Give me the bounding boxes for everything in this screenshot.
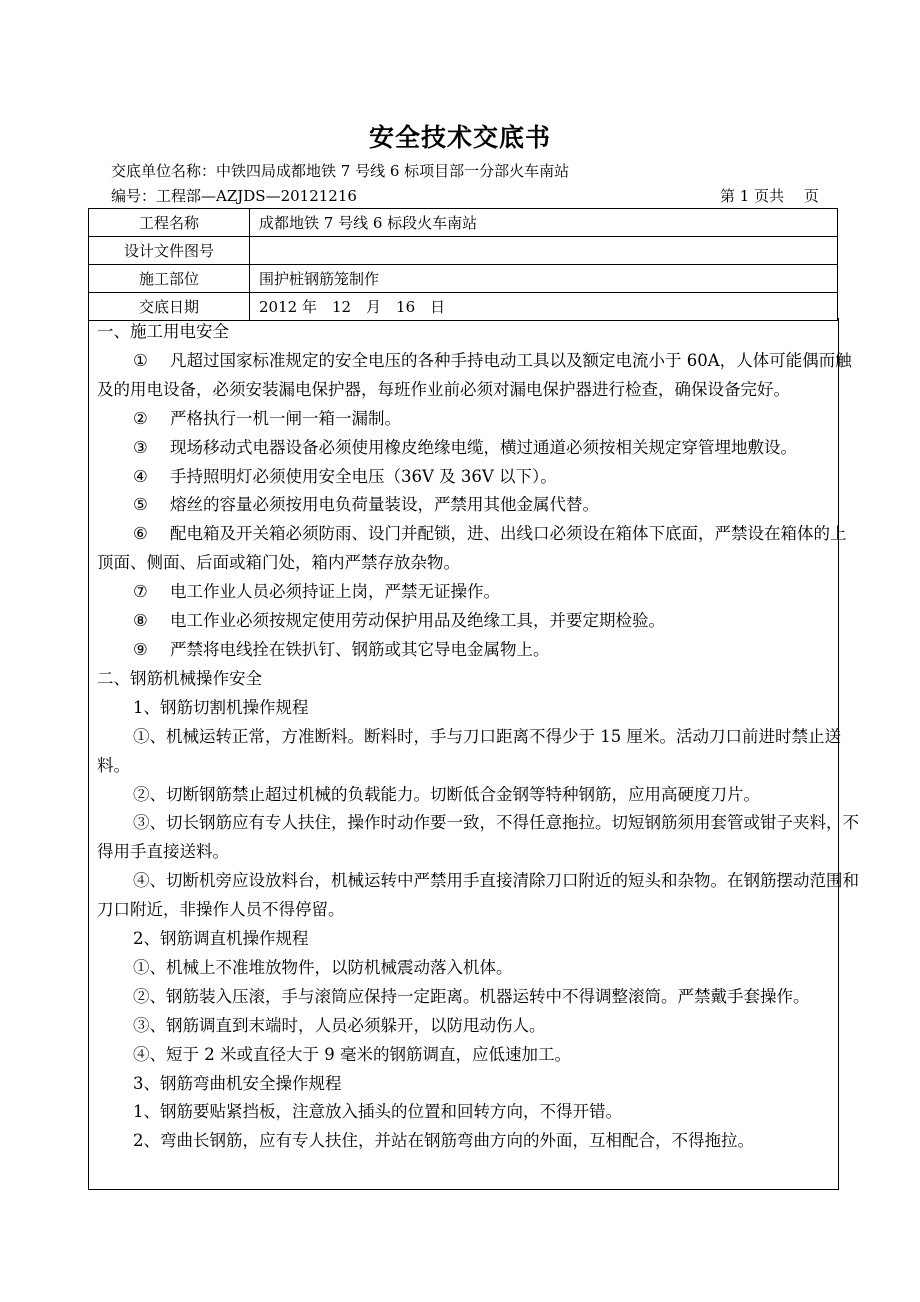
list-item: [97, 434, 862, 463]
item-text: 熔丝的容量必须按用电负荷量装设，严禁用其他金属代替。: [170, 495, 599, 515]
item-text: 电工作业必须按规定使用劳动保护用品及绝缘工具，并要定期检验。: [170, 611, 665, 631]
list-item: 1、钢筋要贴紧挡板，注意放入插头的位置和回转方向，不得开错。: [133, 1102, 622, 1122]
document-number: 编号：工程部—AZJDS—20121216: [111, 187, 357, 205]
list-item: [97, 578, 862, 607]
construction-part-value: 围护桩钢筋笼制作: [250, 265, 838, 293]
disclosure-date-value: 2012 年 12 月 16 日: [250, 293, 838, 321]
list-item: ③、切长钢筋应有专人扶住，操作时动作要一致，不得任意拖拉。切短钢筋须用套管或钳子夹料，不得用手直接送料。: [97, 813, 859, 862]
list-item: ①、机械上不准堆放物件，以防机械震动落入机体。: [133, 957, 513, 977]
item-marker: ⑨: [133, 639, 148, 659]
list-item: ①、机械运转正常，方准断料。断料时，手与刀口距离不得少于 15 厘米。活动刀口前进时禁止送料。: [97, 726, 841, 775]
list-item: ④、短于 2 米或直径大于 9 毫米的钢筋调直，应低速加工。: [133, 1044, 571, 1064]
page-info: 第 1 页共 页: [720, 187, 819, 205]
item-marker: ②: [133, 408, 148, 428]
item-marker: ④: [133, 466, 148, 486]
item-text: 现场移动式电器设备必须使用橡皮绝缘电缆，横过通道必须按相关规定穿管埋地敷设。: [170, 437, 797, 457]
unit-name-line: 交底单位名称：中铁四局成都地铁 7 号线 6 标项目部一分部火车南站: [111, 162, 570, 180]
list-item: ③、钢筋调直到末端时，人员必须躲开，以防甩动伤人。: [133, 1015, 546, 1035]
table-row: [89, 293, 838, 321]
list-item: [97, 405, 862, 434]
item-text: 手持照明灯必须使用安全电压（36V 及 36V 以下）。: [170, 466, 557, 486]
content-body: [97, 318, 862, 1156]
item-marker: ⑥: [133, 524, 148, 544]
list-item: [97, 607, 862, 636]
info-table: [88, 208, 838, 321]
item-text: 电工作业人员必须持证上岗，严禁无证操作。: [170, 582, 500, 602]
project-name-label: 工程名称: [89, 209, 250, 237]
project-name-value: 成都地铁 7 号线 6 标段火车南站: [250, 209, 838, 237]
item-marker: ⑤: [133, 495, 148, 515]
disclosure-date-label: 交底日期: [89, 293, 250, 321]
list-item: [97, 636, 862, 665]
document-title: 安全技术交底书: [368, 123, 551, 152]
item-text: 严禁将电线拴在铁扒钉、钢筋或其它导电金属物上。: [170, 639, 550, 659]
list-item: 2、弯曲长钢筋，应有专人扶住，并站在钢筋弯曲方向的外面，互相配合，不得拖拉。: [133, 1131, 754, 1151]
table-row: [89, 265, 838, 293]
table-row: [89, 209, 838, 237]
design-drawing-value: [250, 237, 838, 265]
list-item: ②、钢筋装入压滚，手与滚筒应保持一定距离。机器运转中不得调整滚筒。严禁戴手套操作。: [133, 986, 810, 1006]
list-item: ②、切断钢筋禁止超过机械的负载能力。切断低合金钢等特种钢筋，应用高硬度刀片。: [133, 784, 760, 804]
list-item: ④、切断机旁应设放料台，机械运转中严禁用手直接清除刀口附近的短头和杂物。在钢筋摆动范围和刀口附近，非操作人员不得停留。: [97, 871, 859, 920]
list-item: [97, 491, 862, 520]
section-heading: 二、钢筋机械操作安全: [97, 668, 262, 688]
list-item: [97, 347, 862, 405]
item-text: 凡超过国家标准规定的安全电压的各种手持电动工具以及额定电流小于 60A，人体可能偶而触及的用电设备，必须安装漏电保护器，每班作业前必须对漏电保护器进行检查，确保设备完好。: [97, 350, 852, 399]
list-item: [97, 520, 862, 578]
list-item: [97, 463, 862, 492]
subsection-title: 3、钢筋弯曲机安全操作规程: [133, 1073, 342, 1093]
item-marker: ③: [133, 437, 148, 457]
section-heading: 一、施工用电安全: [97, 322, 229, 341]
item-text: 配电箱及开关箱必须防雨、设门并配锁，进、出线口必须设在箱体下底面，严禁设在箱体的上顶面、侧面、后面或箱门处，箱内严禁存放杂物。: [97, 524, 847, 573]
item-marker: ①: [133, 350, 148, 370]
subsection-title: 1、钢筋切割机操作规程: [133, 697, 309, 717]
construction-part-label: 施工部位: [89, 265, 250, 293]
subsection-title: 2、钢筋调直机操作规程: [133, 929, 309, 949]
item-marker: ⑦: [133, 582, 148, 602]
table-row: [89, 237, 838, 265]
item-marker: ⑧: [133, 611, 148, 631]
design-drawing-label: 设计文件图号: [89, 237, 250, 265]
item-text: 严格执行一机一闸一箱一漏制。: [170, 408, 401, 428]
